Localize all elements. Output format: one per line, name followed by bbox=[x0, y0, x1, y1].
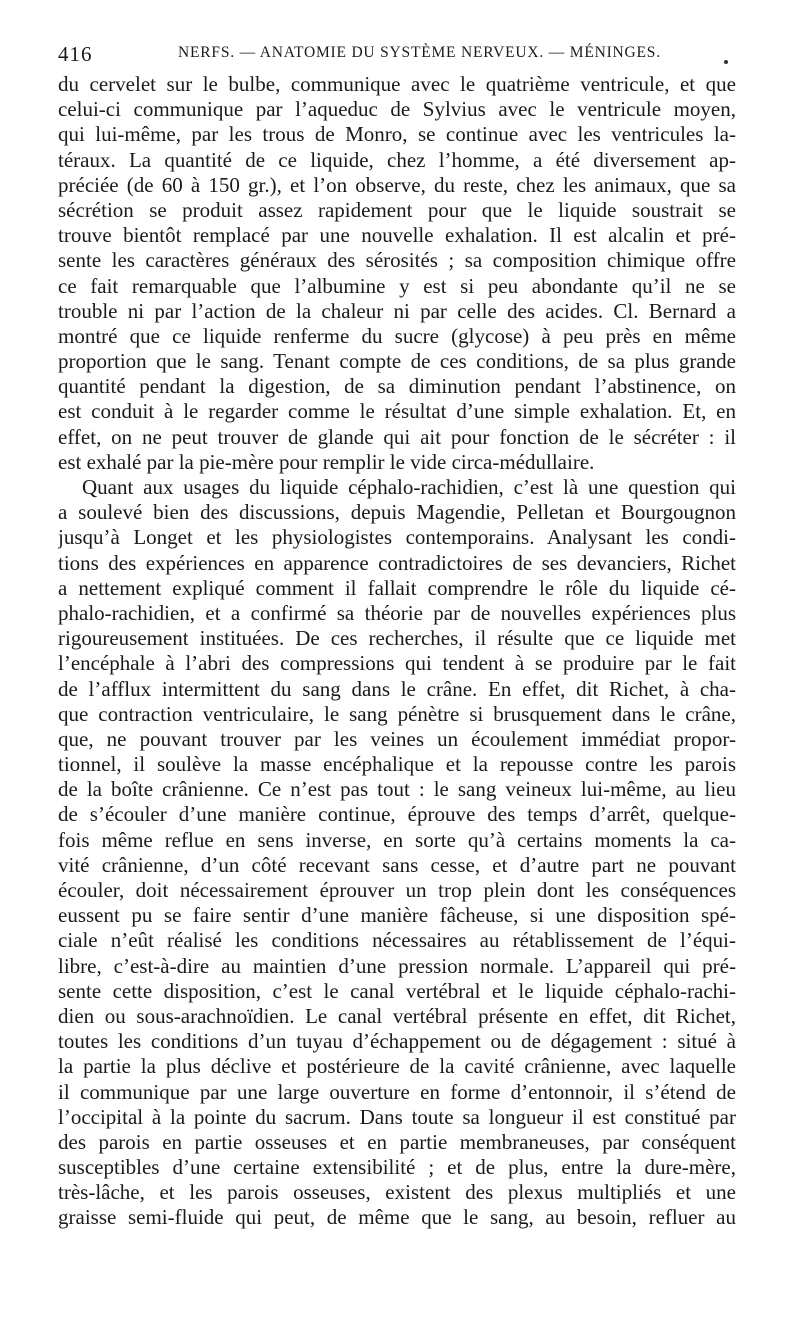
text-line: toutes les conditions d’un tuyau d’échappement ou de dégagement : situé à bbox=[58, 1029, 736, 1054]
text-line: libre, c’est-à-dire au maintien d’une pression normale. L’appareil qui pré- bbox=[58, 953, 736, 978]
running-title: NERFS. — ANATOMIE DU SYSTÈME NERVEUX. — MÉNINGES. bbox=[178, 44, 661, 61]
text-line: sente cette disposition, c’est le canal vertébral et le liquide céphalo-rachi- bbox=[58, 978, 736, 1003]
text-line: téraux. La quantité de ce liquide, chez l’homme, a été diversement ap- bbox=[58, 147, 736, 172]
text-line: que contraction ventriculaire, le sang pénètre si brusquement dans le crâne, bbox=[58, 701, 736, 726]
text-line: de l’afflux intermittent du sang dans le crâne. En effet, dit Richet, à cha- bbox=[58, 676, 736, 701]
text-line: a nettement expliqué comment il fallait comprendre le rôle du liquide cé- bbox=[58, 575, 736, 600]
text-line: graisse semi-fluide qui peut, de même que le sang, au besoin, refluer au bbox=[58, 1205, 736, 1230]
page-header bbox=[58, 40, 740, 70]
text-line: sente les caractères généraux des sérosités ; sa composition chimique offre bbox=[58, 248, 736, 273]
text-line: ciale n’eût réalisé les conditions nécessaires au rétablissement de l’équi- bbox=[58, 928, 736, 953]
text-line: sécrétion se produit assez rapidement pour que le liquide soustrait se bbox=[58, 197, 736, 222]
body-text bbox=[58, 72, 736, 1231]
text-line: trouve bientôt remplacé par une nouvelle exhalation. Il est alcalin et pré- bbox=[58, 223, 736, 248]
text-line: celui-ci communique par l’aqueduc de Sylvius avec le ventricule moyen, bbox=[58, 97, 736, 122]
text-line: vité crânienne, d’un côté recevant sans cesse, et d’autre part ne pouvant bbox=[58, 852, 736, 877]
text-line: a soulevé bien des discussions, depuis Magendie, Pelletan et Bourgougnon bbox=[58, 500, 736, 525]
text-line: ce fait remarquable que l’albumine y est si peu abondante qu’il ne se bbox=[58, 273, 736, 298]
text-line: effet, on ne peut trouver de glande qui ait pour fonction de le sécréter : il bbox=[58, 424, 736, 449]
text-line: de s’écouler d’une manière continue, éprouve des temps d’arrêt, quelque- bbox=[58, 802, 736, 827]
text-line: est exhalé par la pie-mère pour remplir le vide circa-médullaire. bbox=[58, 449, 595, 474]
text-line: du cervelet sur le bulbe, communique avec le quatrième ventricule, et que bbox=[58, 72, 736, 96]
text-line: très-lâche, et les parois osseuses, existent des plexus multipliés et une bbox=[58, 1180, 736, 1205]
text-line: il communique par une large ouverture en forme d’entonnoir, il s’étend de bbox=[58, 1079, 736, 1104]
text-line: montré que ce liquide renferme du sucre (glycose) à peu près en même bbox=[58, 323, 736, 348]
text-line: tionnel, il soulève la masse encéphalique et la repousse contre les parois bbox=[58, 752, 736, 777]
text-line: des parois en partie osseuses et en partie membraneuses, par conséquent bbox=[58, 1129, 736, 1154]
text-line: l’encéphale à l’abri des compressions qui tendent à se produire par le fait bbox=[58, 651, 736, 676]
text-line: quantité pendant la digestion, de sa diminution pendant l’abstinence, on bbox=[58, 374, 736, 399]
text-line: la partie la plus déclive et postérieure de la cavité crânienne, avec laquelle bbox=[58, 1054, 736, 1079]
text-line: dien ou sous-arachnoïdien. Le canal vertébral présente en effet, dit Richet, bbox=[58, 1003, 736, 1028]
text-line: que, ne pouvant trouver par les veines un écoulement immédiat propor- bbox=[58, 726, 736, 751]
text-line: de la boîte crânienne. Ce n’est pas tout : le sang veineux lui-même, au lieu bbox=[58, 777, 736, 802]
paragraph-2 bbox=[58, 475, 736, 1231]
text-line: eussent pu se faire sentir d’une manière fâcheuse, si une disposition spé- bbox=[58, 903, 736, 928]
text-line: qui lui-même, par les trous de Monro, se continue avec les ventricules la- bbox=[58, 122, 736, 147]
text-line: tions des expériences en apparence contradictoires de ses devanciers, Richet bbox=[58, 550, 736, 575]
text-line: phalo-rachidien, et a confirmé sa théorie par de nouvelles expériences plus bbox=[58, 600, 736, 625]
text-line: rigoureusement instituées. De ces recherches, il résulte que ce liquide met bbox=[58, 626, 736, 651]
text-line: jusqu’à Longet et les physiologistes contemporains. Analysant les condi- bbox=[58, 525, 736, 550]
text-line: proportion que le sang. Tenant compte de ces conditions, de sa plus grande bbox=[58, 349, 736, 374]
text-line: susceptibles d’une certaine extensibilité ; et de plus, entre la dure-mère, bbox=[58, 1155, 736, 1180]
ink-speck bbox=[724, 60, 728, 64]
text-line: préciée (de 60 à 150 gr.), et l’on observe, du reste, chez les animaux, que sa bbox=[58, 172, 736, 197]
text-line: Quant aux usages du liquide céphalo-rachidien, c’est là une question qui bbox=[82, 475, 736, 499]
text-line: l’occipital à la pointe du sacrum. Dans toute sa longueur il est constitué par bbox=[58, 1104, 736, 1129]
text-line: est conduit à le regarder comme le résultat d’une simple exhalation. Et, en bbox=[58, 399, 736, 424]
page-number: 416 bbox=[58, 42, 93, 66]
text-line: fois même reflue en sens inverse, en sorte qu’à certains moments la ca- bbox=[58, 827, 736, 852]
paragraph-1 bbox=[58, 72, 736, 475]
text-line: écouler, doit nécessairement éprouver un trop plein dont les conséquences bbox=[58, 878, 736, 902]
text-line: trouble ni par l’action de la chaleur ni par celle des acides. Cl. Bernard a bbox=[58, 298, 736, 323]
